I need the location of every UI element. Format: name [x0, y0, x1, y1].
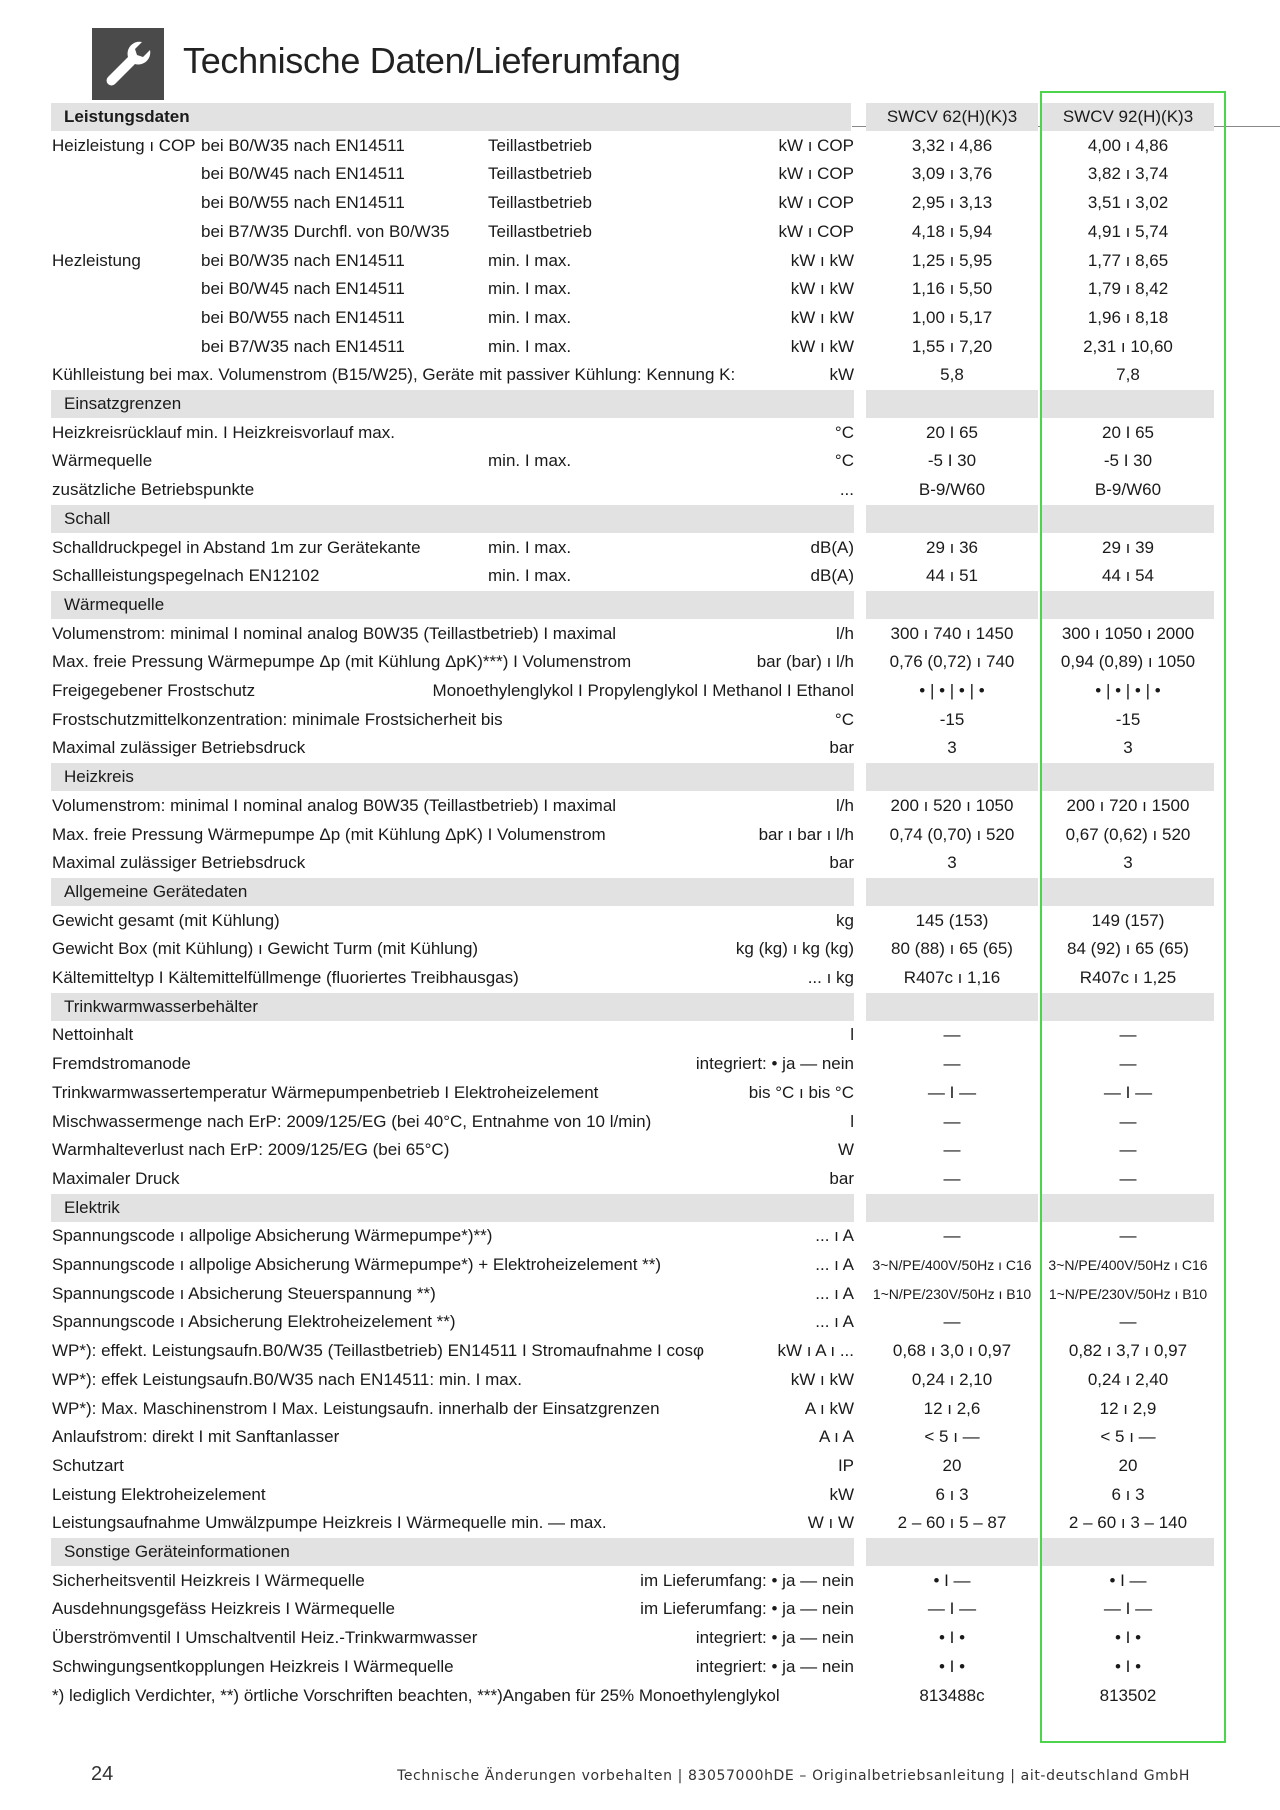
row-unit: A ı kW — [804, 1398, 854, 1418]
row-unit: dB(A) — [810, 537, 854, 557]
row-unit: bar — [829, 1168, 854, 1188]
section-title: Allgemeine Gerätedaten — [64, 881, 248, 901]
row-label: Max. freie Pressung Wärmepumpe Δp (mit Kühlung ΔpK)***) I Volumenstrom — [52, 652, 632, 672]
row-label: Ausdehnungsgefäss Heizkreis I Wärmequelle — [52, 1599, 396, 1619]
value-model-2: 3,82 ı 3,74 — [1087, 164, 1169, 184]
row-label: Warmhalteverlust nach ErP: 2009/125/EG (bei 65°C) — [52, 1140, 450, 1160]
value-model-2: 4,00 ı 4,86 — [1087, 135, 1169, 155]
row-unit: W ı W — [807, 1513, 854, 1533]
value-model-2: 0,24 ı 2,40 — [1087, 1369, 1169, 1389]
value-model-2: — — [1119, 1111, 1137, 1131]
row-label: Wärmequelle — [52, 451, 153, 471]
value-model-1: 1,55 ı 7,20 — [911, 336, 993, 356]
value-model-1: < 5 ı — — [924, 1427, 980, 1447]
row-unit: l — [850, 1025, 854, 1045]
value-model-2: 20 I 65 — [1102, 422, 1154, 442]
value-model-2: — I — — [1103, 1599, 1153, 1619]
row-condition: bei B7/W35 nach EN14511 — [201, 336, 405, 356]
value-model-2: 2,31 ı 10,60 — [1083, 336, 1173, 356]
row-unit: integriert: • ja — nein — [695, 1656, 854, 1676]
row-label: Volumenstrom: minimal I nominal analog B0W35 (Teillastbetrieb) I maximal — [52, 795, 617, 815]
value-model-2: 1~N/PE/230V/50Hz ı B10 — [1048, 1285, 1208, 1302]
row-unit: ... ı A — [815, 1312, 854, 1332]
value-model-2: 2 – 60 ı 3 – 140 — [1068, 1513, 1188, 1533]
value-model-1: 1,16 ı 5,50 — [911, 279, 993, 299]
value-model-2: 7,8 — [1116, 365, 1140, 385]
value-model-2: 4,91 ı 5,74 — [1087, 221, 1169, 241]
row-label: Heizleistung ı COP — [52, 135, 196, 155]
row-unit: bar (bar) ı l/h — [756, 652, 854, 672]
section-title: Trinkwarmwasserbehälter — [64, 996, 258, 1016]
row-label: WP*): Max. Maschinenstrom I Max. Leistungsaufn. innerhalb der Einsatzgrenzen — [52, 1398, 660, 1418]
footer-text: Technische Änderungen vorbehalten | 83057000hDE – Originalbetriebsanleitung | ait-deutschland GmbH — [397, 1768, 1190, 1784]
value-model-1: 0,74 (0,70) ı 520 — [889, 824, 1015, 844]
row-label: Hezleistung — [52, 250, 141, 270]
value-model-1: 3,32 ı 4,86 — [911, 135, 993, 155]
value-model-2: 20 — [1118, 1455, 1138, 1475]
value-model-1: -15 — [939, 709, 965, 729]
row-label: Kühlleistung bei max. Volumenstrom (B15/W25), Geräte mit passiver Kühlung: Kennung K: — [52, 365, 736, 385]
row-unit: kW ı A ı ... — [777, 1341, 854, 1361]
row-unit: kW ı COP — [778, 135, 854, 155]
value-model-2: • I — — [1109, 1570, 1147, 1590]
value-model-1: — — [943, 1054, 961, 1074]
row-unit: ... ı A — [815, 1226, 854, 1246]
value-model-1: 1~N/PE/230V/50Hz ı B10 — [872, 1285, 1032, 1302]
value-model-1: 4,18 ı 5,94 — [911, 221, 993, 241]
row-unit: kW ı kW — [790, 1369, 854, 1389]
section-title: Schall — [64, 508, 111, 528]
column-header: SWCV 62(H)(K)3 — [886, 107, 1018, 126]
row-unit: kW ı COP — [778, 164, 854, 184]
value-model-2: 84 (92) ı 65 (65) — [1067, 939, 1189, 959]
row-unit: im Lieferumfang: • ja — nein — [640, 1599, 854, 1619]
section-band — [866, 1194, 1038, 1222]
row-mode: min. I max. — [488, 537, 572, 557]
row-unit: bis °C ı bis °C — [748, 1082, 854, 1102]
row-unit: kW ı kW — [790, 307, 854, 327]
row-unit: kW ı kW — [790, 279, 854, 299]
row-label: WP*): effek Leistungsaufn.B0/W35 nach EN14511: min. I max. — [52, 1369, 522, 1389]
row-unit: l/h — [836, 795, 854, 815]
row-label: zusätzliche Betriebspunkte — [52, 480, 255, 500]
value-model-1: 1,00 ı 5,17 — [911, 307, 993, 327]
row-unit: integriert: • ja — nein — [695, 1054, 854, 1074]
value-model-2: — — [1119, 1140, 1137, 1160]
section-band — [51, 505, 854, 533]
row-condition: bei B0/W35 nach EN14511 — [201, 250, 405, 270]
page-number: 24 — [91, 1763, 114, 1785]
row-unit: dB(A) — [810, 566, 854, 586]
value-model-1: 2,95 ı 3,13 — [911, 193, 993, 213]
value-model-2: < 5 ı — — [1100, 1427, 1156, 1447]
value-model-1: 12 ı 2,6 — [923, 1398, 981, 1418]
value-model-2: — — [1119, 1025, 1137, 1045]
row-label: WP*): effekt. Leistungsaufn.B0/W35 (Teillastbetrieb) EN14511 I Stromaufnahme I cosφ — [52, 1341, 704, 1361]
value-model-2: -5 I 30 — [1103, 451, 1153, 471]
value-model-2: -15 — [1115, 709, 1141, 729]
value-model-1: 300 ı 740 ı 1450 — [890, 623, 1014, 643]
value-model-1: 0,24 ı 2,10 — [911, 1369, 993, 1389]
value-model-2: 1,96 ı 8,18 — [1087, 307, 1169, 327]
value-model-2: • I • — [1114, 1656, 1142, 1676]
row-unit: bar — [829, 738, 854, 758]
value-model-1: 3,09 ı 3,76 — [911, 164, 993, 184]
value-model-1: — — [943, 1140, 961, 1160]
value-model-2: 0,82 ı 3,7 ı 0,97 — [1068, 1341, 1188, 1361]
row-unit: A ı A — [819, 1427, 854, 1447]
section-band — [866, 390, 1038, 418]
value-model-1: — I — — [927, 1082, 977, 1102]
row-label: Spannungscode ı Absicherung Elektroheizelement **) — [52, 1312, 456, 1332]
value-model-1: 1,25 ı 5,95 — [911, 250, 993, 270]
row-unit: l — [850, 1111, 854, 1131]
row-label: Volumenstrom: minimal I nominal analog B0W35 (Teillastbetrieb) I maximal — [52, 623, 617, 643]
value-model-2: 3~N/PE/400V/50Hz ı C16 — [1048, 1257, 1208, 1273]
value-model-1: 44 ı 51 — [926, 566, 978, 586]
row-unit: kW ı COP — [778, 221, 854, 241]
row-label: Frostschutzmittelkonzentration: minimale Frostsicherheit bis — [52, 709, 503, 729]
value-model-1: 0,76 (0,72) ı 740 — [889, 652, 1015, 672]
row-label: Kältemitteltyp I Kältemittelfüllmenge (fluoriertes Treibhausgas) — [52, 968, 519, 987]
row-condition: bei B0/W55 nach EN14511 — [201, 307, 405, 327]
value-model-1: — — [943, 1111, 961, 1131]
row-unit: kW — [829, 365, 854, 385]
value-model-1: • I • — [938, 1656, 966, 1676]
value-model-1: 813488c — [919, 1685, 985, 1705]
row-unit: bar — [829, 853, 854, 873]
row-label: Fremdstromanode — [52, 1054, 191, 1074]
row-label: Spannungscode ı allpolige Absicherung Wärmepumpe*) + Elektroheizelement **) — [52, 1255, 662, 1274]
row-condition: bei B0/W35 nach EN14511 — [201, 135, 405, 155]
value-model-2: • | • | • | • — [1095, 681, 1161, 700]
value-model-2: — — [1119, 1312, 1137, 1332]
value-model-2: — — [1119, 1168, 1137, 1188]
row-unit: IP — [837, 1455, 854, 1475]
value-model-2: 12 ı 2,9 — [1099, 1398, 1157, 1418]
wrench-icon — [92, 28, 164, 100]
value-model-1: 3~N/PE/400V/50Hz ı C16 — [872, 1257, 1032, 1273]
value-model-1: 0,68 ı 3,0 ı 0,97 — [892, 1341, 1012, 1361]
section-title: Einsatzgrenzen — [64, 394, 182, 413]
row-condition: bei B0/W45 nach EN14511 — [201, 164, 405, 184]
row-label: Mischwassermenge nach ErP: 2009/125/EG (bei 40°C, Entnahme von 10 l/min) — [52, 1111, 652, 1131]
value-model-2: • I • — [1114, 1628, 1142, 1648]
column-highlight — [1040, 91, 1226, 1743]
row-mode: Teillastbetrieb — [488, 135, 592, 155]
row-mode: min. I max. — [488, 250, 572, 270]
row-label: Maximaler Druck — [52, 1168, 180, 1188]
row-label: Maximal zulässiger Betriebsdruck — [52, 738, 306, 758]
row-unit: integriert: • ja — nein — [695, 1628, 854, 1648]
value-model-1: R407c ı 1,16 — [903, 968, 1001, 987]
value-model-2: 3 — [1123, 853, 1133, 873]
row-label: Gewicht gesamt (mit Kühlung) — [52, 910, 280, 930]
page-title: Technische Daten/Lieferumfang — [183, 40, 681, 81]
row-label: Leistungsaufnahme Umwälzpumpe Heizkreis I Wärmequelle min. — max. — [52, 1513, 607, 1533]
row-unit: kW ı COP — [778, 193, 854, 213]
value-model-2: 3,51 ı 3,02 — [1087, 193, 1169, 213]
row-unit: Monoethylenglykol I Propylenglykol I Methanol I Ethanol — [432, 681, 854, 700]
row-unit: °C — [834, 451, 854, 471]
section-band — [866, 993, 1038, 1021]
row-label: Überströmventil I Umschaltventil Heiz.-Trinkwarmwasser — [52, 1628, 478, 1648]
value-model-1: — — [943, 1025, 961, 1045]
column-header: SWCV 92(H)(K)3 — [1062, 107, 1194, 126]
section-band — [51, 591, 854, 619]
row-label: Max. freie Pressung Wärmepumpe Δp (mit Kühlung ΔpK) I Volumenstrom — [52, 824, 606, 844]
value-model-2: 149 (157) — [1091, 910, 1165, 930]
row-unit: W — [837, 1140, 854, 1160]
row-label: Nettoinhalt — [52, 1025, 134, 1045]
row-label: Anlaufstrom: direkt I mit Sanftanlasser — [52, 1427, 340, 1447]
value-model-2: 29 ı 39 — [1102, 537, 1154, 557]
row-unit: kg (kg) ı kg (kg) — [735, 939, 854, 959]
value-model-2: 3 — [1123, 738, 1133, 758]
row-label: Trinkwarmwassertemperatur Wärmepumpenbetrieb I Elektroheizelement — [52, 1082, 599, 1102]
row-label: *) lediglich Verdichter, **) örtliche Vorschriften beachten, ***)Angaben für 25% Monoethylenglykol — [52, 1685, 780, 1705]
row-unit: °C — [834, 709, 854, 729]
row-label: Sicherheitsventil Heizkreis I Wärmequelle — [52, 1570, 365, 1590]
row-unit: kW — [829, 1484, 854, 1504]
row-mode: min. I max. — [488, 566, 572, 586]
value-model-2: 200 ı 720 ı 1500 — [1066, 795, 1190, 815]
section-band — [51, 763, 854, 791]
section-title: Sonstige Geräteinformationen — [64, 1542, 290, 1561]
value-model-1: • I — — [933, 1570, 971, 1590]
value-model-2: 0,67 (0,62) ı 520 — [1065, 824, 1191, 844]
row-unit: ... ı kg — [807, 968, 854, 987]
row-label: Spannungscode ı Absicherung Steuerspannung **) — [52, 1283, 436, 1303]
section-title: Wärmequelle — [64, 594, 165, 614]
value-model-2: R407c ı 1,25 — [1079, 968, 1177, 987]
row-unit: kW ı kW — [790, 336, 854, 356]
row-label: Schutzart — [52, 1455, 124, 1475]
value-model-2: — — [1119, 1054, 1137, 1074]
row-unit: im Lieferumfang: • ja — nein — [640, 1570, 854, 1590]
value-model-1: 20 — [942, 1455, 962, 1475]
value-model-2: 0,94 (0,89) ı 1050 — [1060, 652, 1196, 672]
value-model-2: 300 ı 1050 ı 2000 — [1061, 623, 1195, 643]
value-model-2: — I — — [1103, 1082, 1153, 1102]
section-band — [51, 1194, 854, 1222]
value-model-2: 813502 — [1099, 1685, 1157, 1705]
value-model-1: 3 — [947, 738, 957, 758]
value-model-1: • I • — [938, 1628, 966, 1648]
value-model-1: 2 – 60 ı 5 – 87 — [897, 1513, 1007, 1533]
value-model-2: 44 ı 54 — [1102, 566, 1154, 586]
value-model-1: 145 (153) — [915, 910, 989, 930]
value-model-1: 200 ı 520 ı 1050 — [890, 795, 1014, 815]
row-label: Schalldruckpegel in Abstand 1m zur Gerätekante — [52, 537, 421, 557]
value-model-1: 20 I 65 — [926, 422, 978, 442]
value-model-1: 5,8 — [940, 365, 964, 385]
value-model-1: B-9/W60 — [918, 480, 986, 500]
value-model-2: — — [1119, 1226, 1137, 1246]
row-mode: Teillastbetrieb — [488, 221, 592, 241]
value-model-1: -5 I 30 — [927, 451, 977, 471]
value-model-2: 1,79 ı 8,42 — [1087, 279, 1169, 299]
row-unit: ... — [839, 480, 854, 500]
value-model-1: — I — — [927, 1599, 977, 1619]
section-title: Leistungsdaten — [64, 107, 190, 126]
value-model-1: — — [943, 1226, 961, 1246]
row-condition: bei B0/W45 nach EN14511 — [201, 279, 405, 299]
row-unit: l/h — [836, 623, 854, 643]
value-model-1: 80 (88) ı 65 (65) — [891, 939, 1013, 959]
row-mode: min. I max. — [488, 307, 572, 327]
value-model-1: 6 ı 3 — [935, 1484, 969, 1504]
row-condition: bei B0/W55 nach EN14511 — [201, 193, 405, 213]
row-label: Schwingungsentkopplungen Heizkreis I Wärmequelle — [52, 1656, 454, 1676]
row-mode: Teillastbetrieb — [488, 164, 592, 184]
section-title: Heizkreis — [64, 767, 134, 787]
row-unit: ... ı A — [815, 1255, 854, 1274]
row-label: Freigegebener Frostschutz — [52, 681, 256, 700]
row-mode: min. I max. — [488, 336, 572, 356]
section-band — [866, 763, 1038, 791]
row-unit: ... ı A — [815, 1283, 854, 1303]
row-unit: bar ı bar ı l/h — [758, 824, 854, 844]
row-label: Gewicht Box (mit Kühlung) ı Gewicht Turm (mit Kühlung) — [52, 939, 479, 959]
row-unit: °C — [834, 422, 854, 442]
value-model-1: • | • | • | • — [919, 681, 985, 700]
row-label: Schallleistungspegelnach EN12102 — [52, 566, 320, 586]
value-model-1: — — [943, 1312, 961, 1332]
value-model-1: — — [943, 1168, 961, 1188]
section-band — [866, 591, 1038, 619]
row-condition: bei B7/W35 Durchfl. von B0/W35 — [201, 221, 450, 241]
row-mode: min. I max. — [488, 451, 572, 471]
value-model-2: 1,77 ı 8,65 — [1087, 250, 1169, 270]
value-model-1: 29 ı 36 — [926, 537, 978, 557]
row-mode: Teillastbetrieb — [488, 193, 592, 213]
row-label: Spannungscode ı allpolige Absicherung Wärmepumpe*)**) — [52, 1226, 493, 1246]
value-model-2: B-9/W60 — [1094, 480, 1162, 500]
value-model-1: 3 — [947, 853, 957, 873]
row-label: Heizkreisrücklauf min. I Heizkreisvorlauf max. — [52, 422, 395, 442]
row-unit: kg — [836, 910, 854, 930]
row-mode: min. I max. — [488, 279, 572, 299]
section-title: Elektrik — [64, 1197, 120, 1217]
row-label: Maximal zulässiger Betriebsdruck — [52, 853, 306, 873]
section-band — [866, 1538, 1038, 1566]
row-label: Leistung Elektroheizelement — [52, 1484, 266, 1504]
value-model-2: 6 ı 3 — [1111, 1484, 1145, 1504]
section-band — [866, 505, 1038, 533]
row-unit: kW ı kW — [790, 250, 854, 270]
section-band — [866, 878, 1038, 906]
